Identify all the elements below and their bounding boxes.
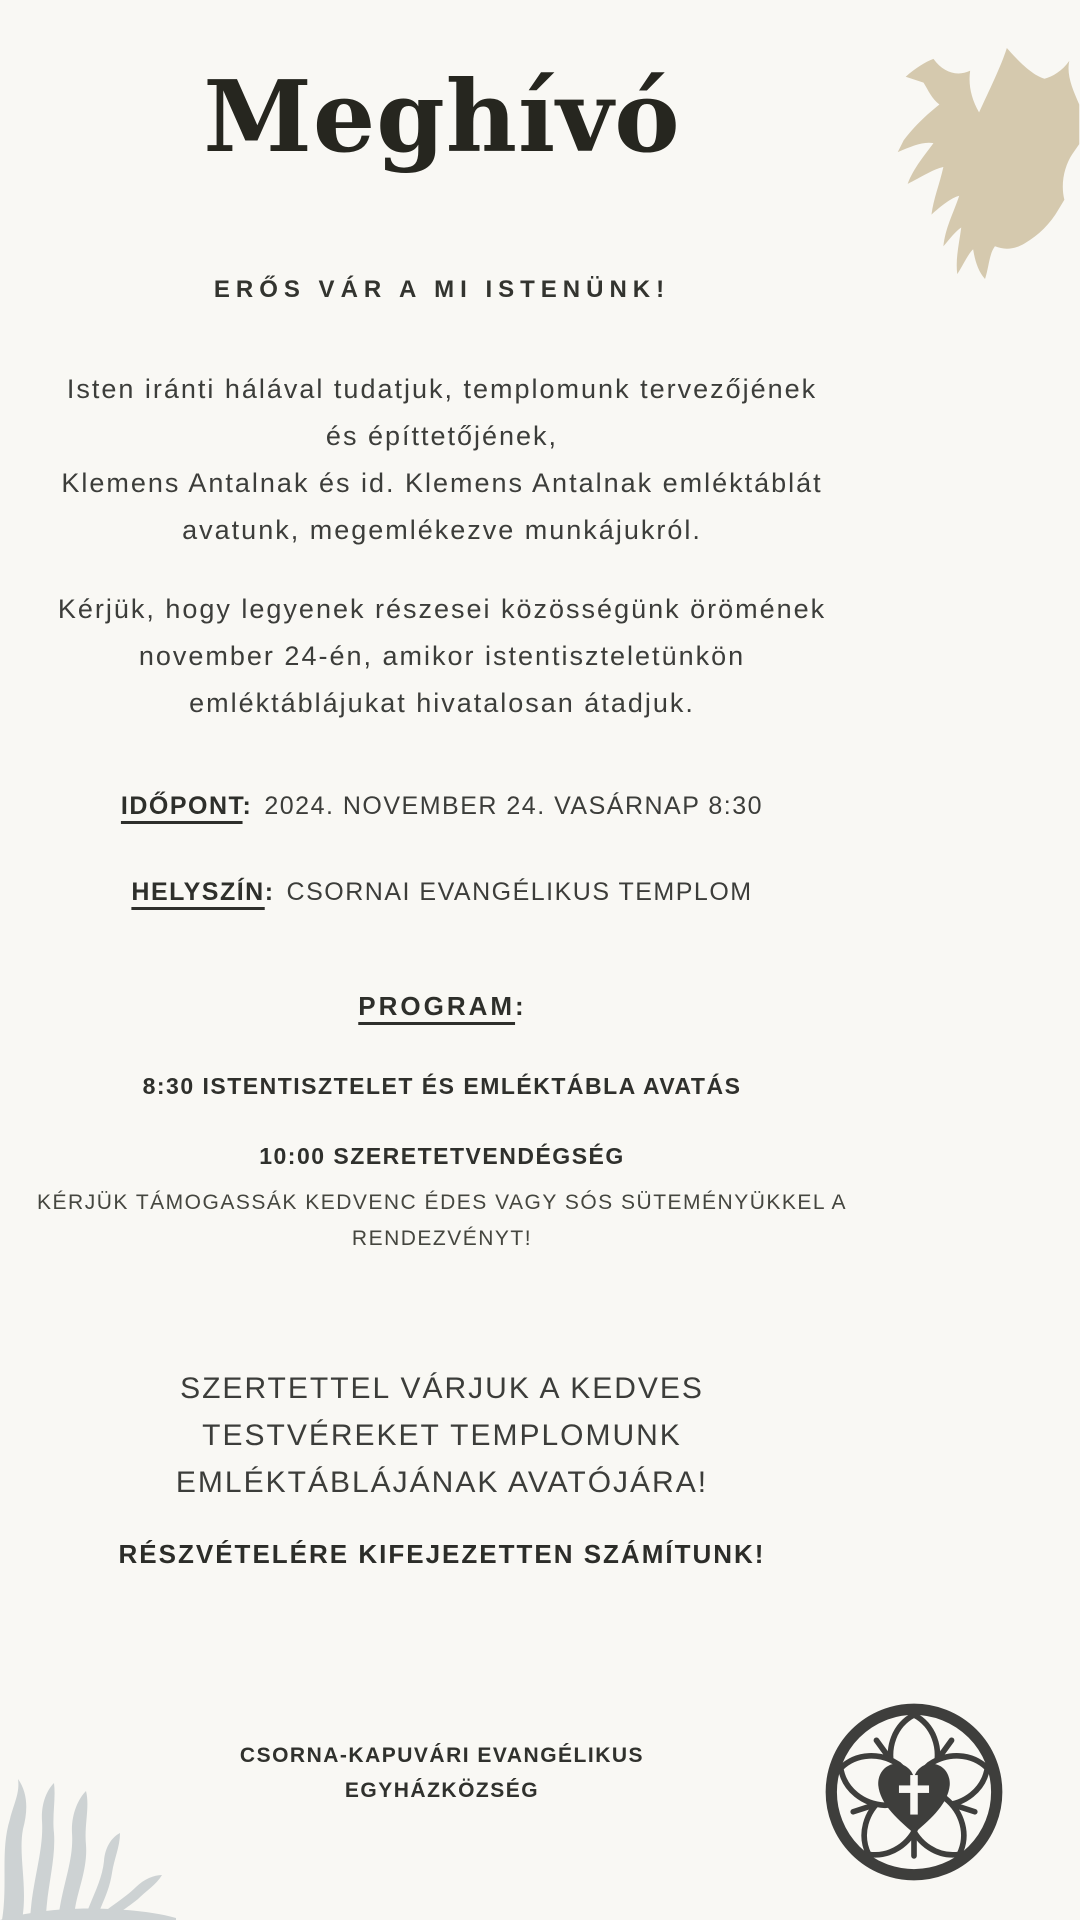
program-heading-text: PROGRAM	[358, 990, 516, 1021]
luther-rose-icon	[820, 1698, 1008, 1886]
closing-paragraph	[0, 1365, 884, 1506]
program-heading	[0, 989, 884, 1023]
program-note-line: RENDEZVÉNYT!	[351, 1226, 533, 1250]
emphasis-text: RÉSZVÉTELÉRE KIFEJEZETTEN SZÁMÍTUNK!	[118, 1538, 766, 1569]
closing-line: EMLÉKTÁBLÁJÁNAK AVATÓJÁRA!	[175, 1465, 709, 1499]
program-item: 8:30 ISTENTISZTELET ÉS EMLÉKTÁBLA AVATÁS	[142, 1072, 742, 1099]
page-title: Meghívó	[203, 60, 681, 175]
location-colon: :	[264, 877, 275, 906]
announcement-line: és építtetőjének,	[325, 420, 559, 451]
location-value: CSORNAI EVANGÉLIKUS TEMPLOM	[286, 877, 753, 906]
request-line: Kérjük, hogy legyenek részesei közösségünk örömének	[57, 593, 827, 624]
announcement-paragraph	[0, 366, 884, 554]
program-note	[0, 1185, 884, 1257]
program-note-line: KÉRJÜK TÁMOGASSÁK KEDVENC ÉDES VAGY SÓS SÜTEMÉNYÜKKEL A	[37, 1190, 847, 1214]
time-label: IDŐPONT	[120, 791, 243, 820]
announcement-line: avatunk, megemlékezve munkájukról.	[182, 514, 702, 545]
request-line: emléktáblájukat hivatalosan átadjuk.	[189, 687, 695, 718]
organization-line: CSORNA-KAPUVÁRI EVANGÉLIKUS	[239, 1744, 645, 1767]
request-line: november 24-én, amikor istentiszteletünkön	[138, 640, 746, 671]
request-paragraph	[0, 586, 884, 727]
time-value: 2024. NOVEMBER 24. VASÁRNAP 8:30	[264, 791, 764, 820]
location-row	[0, 875, 884, 909]
announcement-line: Klemens Antalnak és id. Klemens Antalnak emléktáblát	[61, 467, 823, 498]
program-colon: :	[515, 990, 526, 1021]
time-colon: :	[242, 791, 253, 820]
closing-line: SZERTETTEL VÁRJUK A KEDVES	[180, 1371, 704, 1405]
motto-text: ERŐS VÁR A MI ISTENÜNK!	[213, 275, 671, 303]
closing-line: TESTVÉREKET TEMPLOMUNK	[202, 1418, 682, 1452]
organization-name	[0, 1738, 884, 1808]
dove-icon	[895, 45, 1080, 283]
location-label: HELYSZÍN	[131, 877, 265, 906]
organization-line: EGYHÁZKÖZSÉG	[344, 1779, 540, 1802]
program-item: 10:00 SZERETETVENDÉGSÉG	[259, 1142, 625, 1169]
announcement-line: Isten iránti hálával tudatjuk, templomunk tervezőjének	[66, 373, 818, 404]
time-row	[0, 789, 884, 823]
